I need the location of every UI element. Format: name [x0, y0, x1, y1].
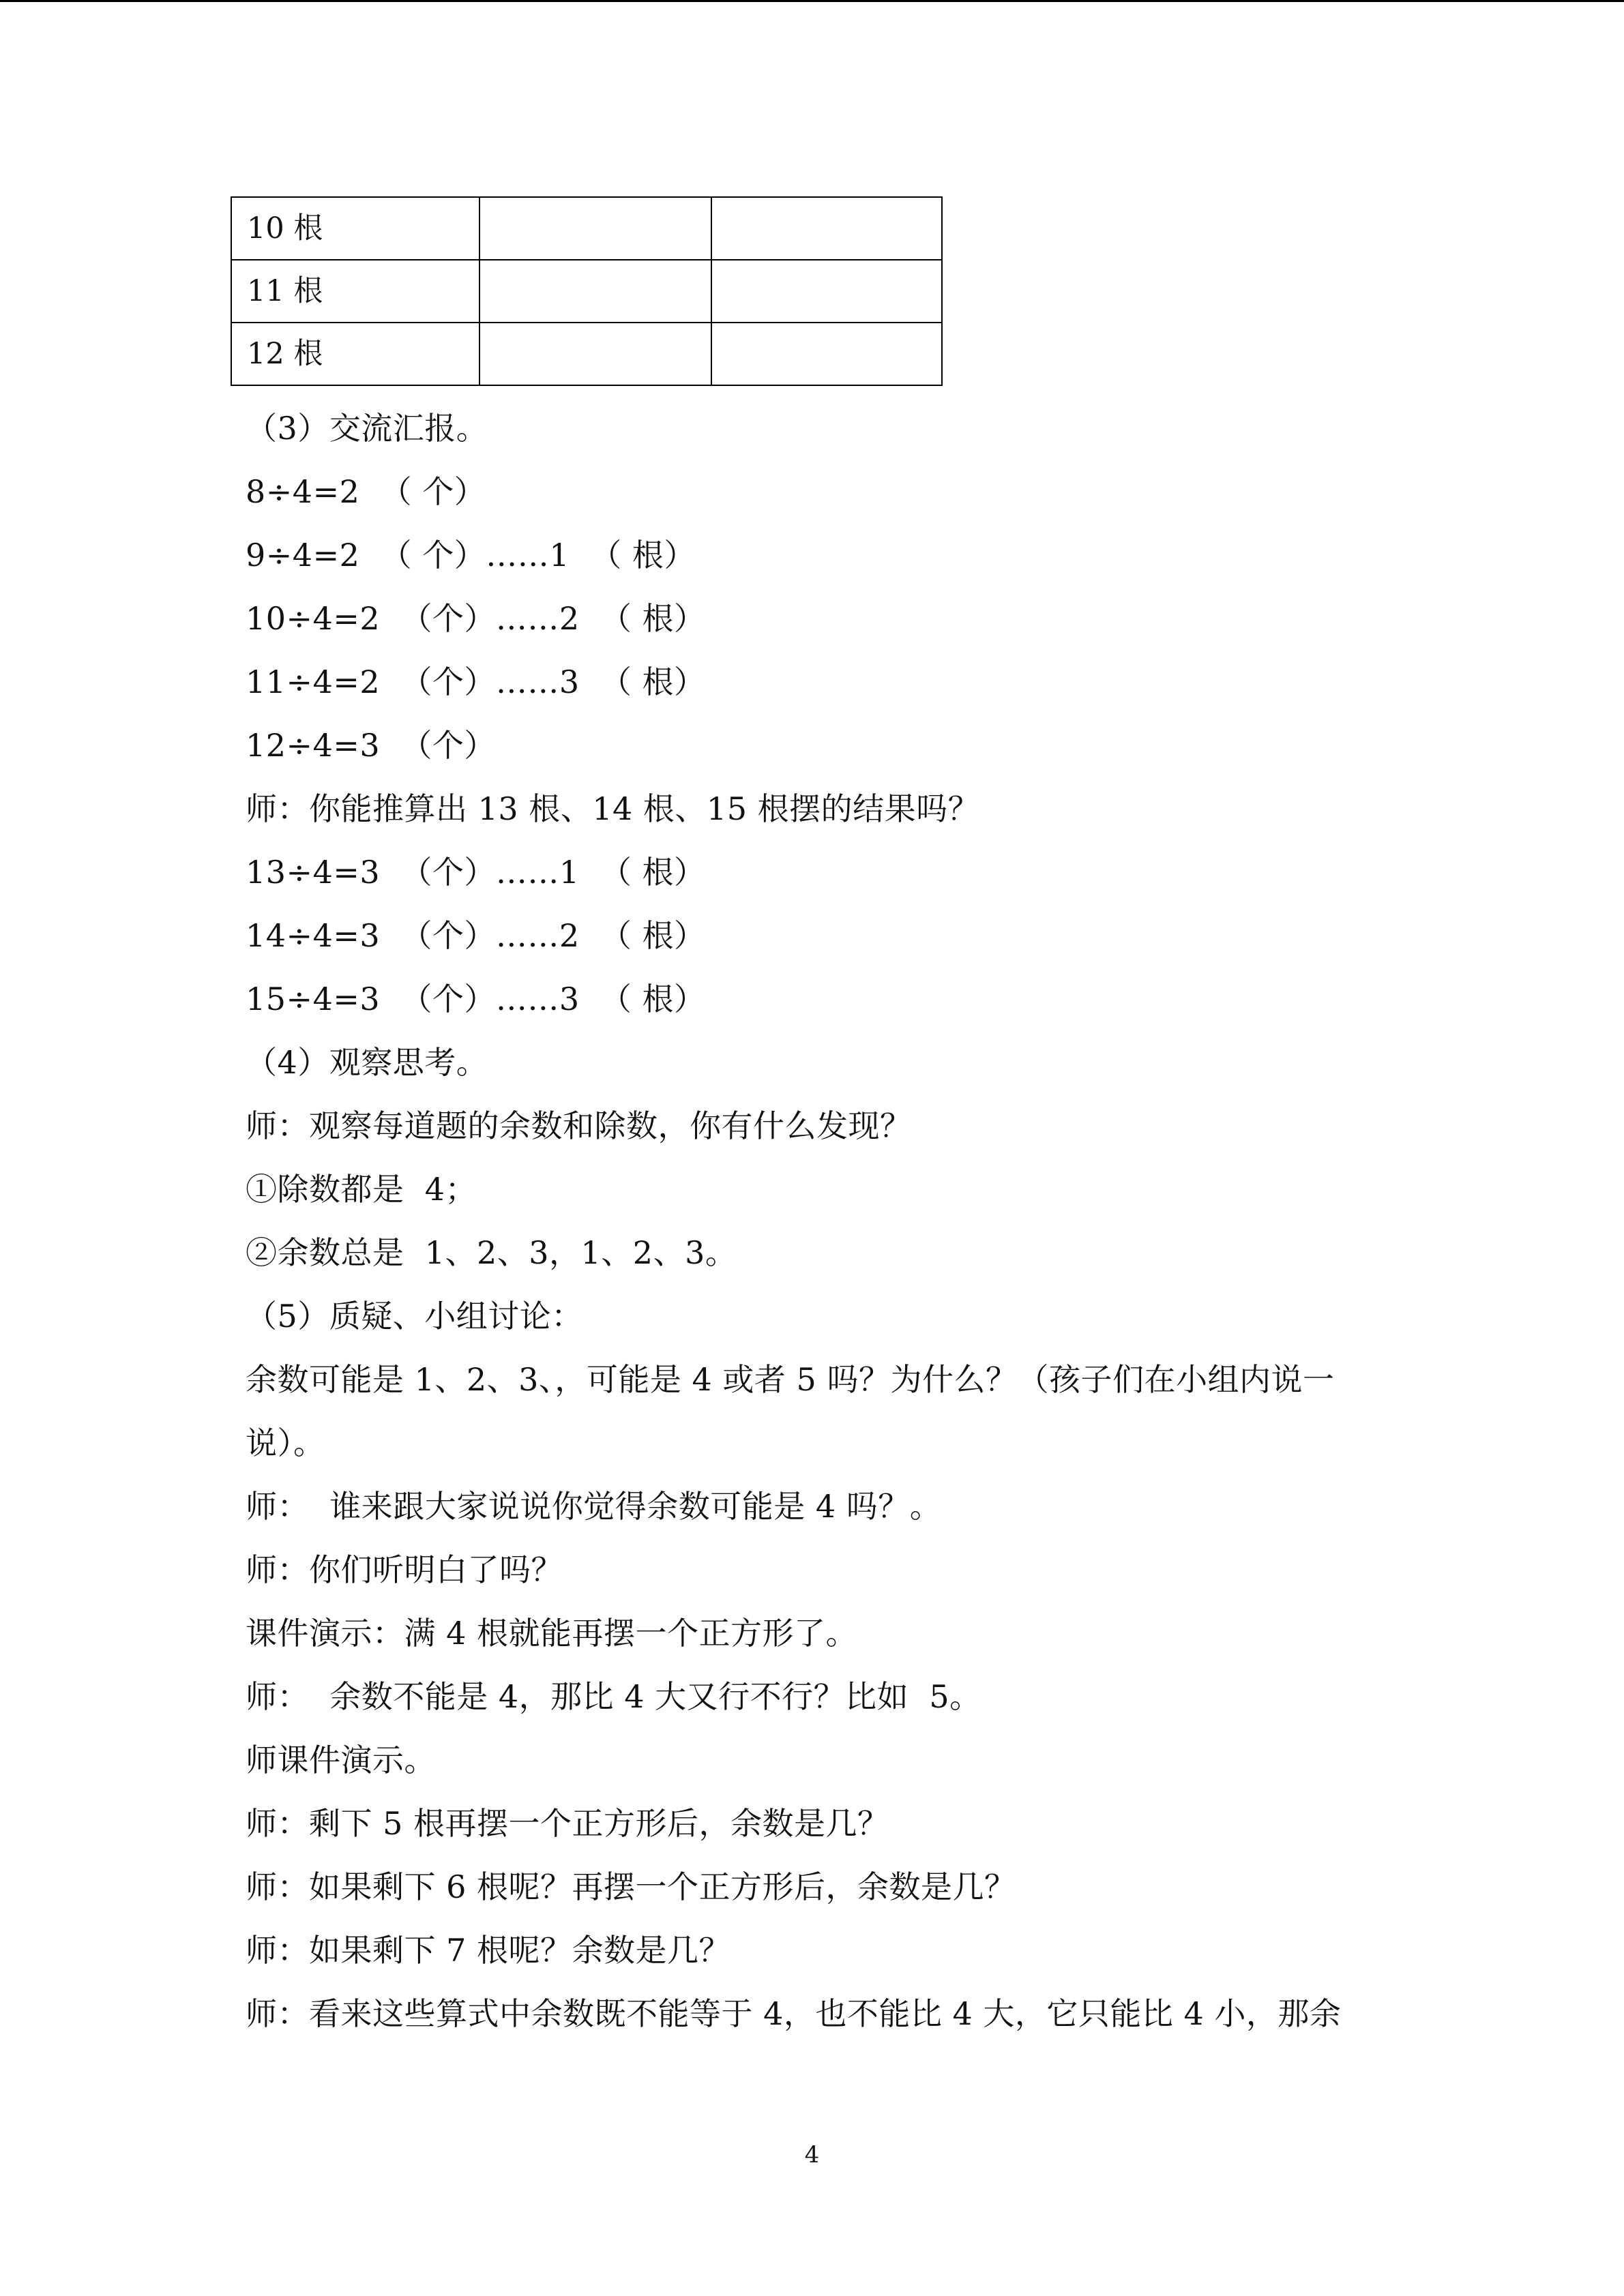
- finding-item: ②余数总是 1、2、3，1、2、3。: [246, 1234, 737, 1271]
- section-heading-exchange-report: （3）交流汇报。: [246, 410, 488, 447]
- teacher-statement: 师：看来这些算式中余数既不能等于 4，也不能比 4 大，它只能比 4 小，那余: [246, 1995, 1342, 2032]
- equation-line: 9÷4=2 （ 个）……1 （ 根）: [246, 537, 696, 573]
- teacher-question: 师： 余数不能是 4，那比 4 大又行不行？比如 5。: [246, 1678, 981, 1715]
- equation-line: 14÷4=3 （个）……2 （ 根）: [246, 917, 706, 954]
- equation-line: 12÷4=3 （个）: [246, 727, 496, 764]
- teacher-question: 师：你们听明白了吗？: [246, 1551, 563, 1588]
- table-row: [231, 260, 942, 323]
- table-cell: 12 根: [231, 323, 479, 385]
- table-cell: [479, 323, 711, 385]
- table-cell: [479, 260, 711, 323]
- equation-line: 15÷4=3 （个）……3 （ 根）: [246, 981, 706, 1017]
- equation-line: 8÷4=2 （ 个）: [246, 473, 486, 510]
- equation-line: 10÷4=2 （个）……2 （ 根）: [246, 600, 706, 637]
- record-table: [231, 196, 943, 386]
- equation-line: 13÷4=3 （个）……1 （ 根）: [246, 854, 706, 891]
- table-row: [231, 197, 942, 260]
- top-border-line: [0, 0, 1624, 2]
- paragraph-line: 余数可能是 1、2、3、，可能是 4 或者 5 吗？为什么？（孩子们在小组内说一: [246, 1361, 1335, 1398]
- teacher-question: 师：观察每道题的余数和除数，你有什么发现？: [246, 1107, 912, 1144]
- teacher-question: 师：如果剩下 7 根呢？余数是几？: [246, 1932, 731, 1969]
- finding-item: ①除数都是 4；: [246, 1171, 477, 1208]
- table-cell: [711, 197, 942, 260]
- table-cell: [479, 197, 711, 260]
- paragraph-line: 师课件演示。: [246, 1742, 436, 1778]
- teacher-question: 师： 谁来跟大家说说你觉得余数可能是 4 吗？。: [246, 1488, 942, 1525]
- table-row: [231, 323, 942, 385]
- page-number: 4: [804, 2141, 820, 2168]
- table-cell: [711, 260, 942, 323]
- table-cell: 11 根: [231, 260, 479, 323]
- section-heading-observe: （4）观察思考。: [246, 1044, 488, 1081]
- teacher-question: 师：你能推算出 13 根、14 根、15 根摆的结果吗？: [246, 790, 980, 827]
- table-cell: 10 根: [231, 197, 479, 260]
- teacher-question: 师：如果剩下 6 根呢？再摆一个正方形后，余数是几？: [246, 1868, 1016, 1905]
- paragraph-line: 说）。: [246, 1425, 325, 1461]
- courseware-demo-line: 课件演示：满 4 根就能再摆一个正方形了。: [246, 1615, 858, 1652]
- table-cell: [711, 323, 942, 385]
- section-heading-discussion: （5）质疑、小组讨论：: [246, 1298, 583, 1335]
- teacher-question: 师：剩下 5 根再摆一个正方形后，余数是几？: [246, 1805, 889, 1842]
- equation-line: 11÷4=2 （个）……3 （ 根）: [246, 664, 706, 700]
